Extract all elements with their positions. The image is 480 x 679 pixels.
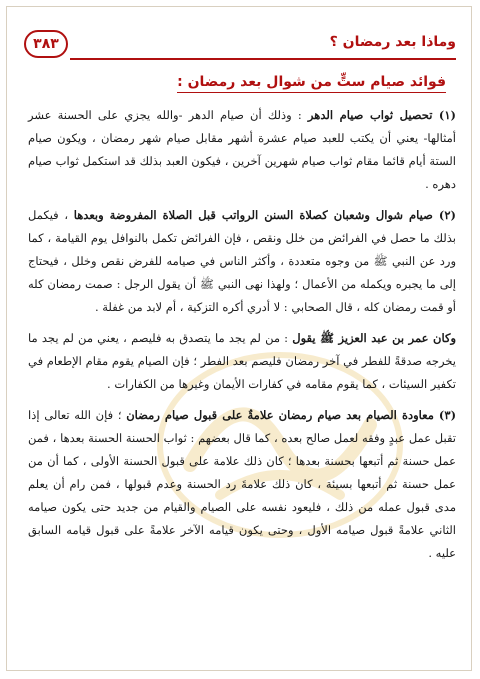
paragraph-2-lead: (٢) صيام شوال وشعبان كصلاة السنن الرواتب قبل الصلاة المفروضة وبعدها [73, 208, 456, 222]
paragraph-2 [28, 204, 456, 319]
paragraph-1 [28, 104, 456, 196]
paragraph-4 [28, 404, 456, 565]
page-header [24, 34, 456, 58]
paragraph-1-text: : وذلك أن صيام الدهر -والله يجزي على الحسنة عشر أمثالها- يعني أن يكتب للعبد صيام عشرة أشهر مقابل صيام شهر رمضان ، ويكون صيام الستة أيام قائما مقام ثواب صيام شهرين آخرين ، فيكون العبد بذلك قد استكمل ثواب صيام دهره . [28, 108, 456, 191]
page-number-badge: ٣٨٣ [24, 30, 68, 58]
section-heading: فوائد صيام ستٍّ من شوال بعد رمضان : [177, 74, 446, 93]
paragraph-1-lead: (١) تحصيل ثواب صيام الدهر [307, 108, 456, 122]
paragraph-3-lead: وكان عمر بن عبد العزيز ﷺ يقول [292, 331, 456, 345]
header-rule [70, 58, 456, 60]
paragraph-2-text: ، فيكمل بذلك ما حصل في الفرائض من خلل ونقص ، فإن الفرائض تكمل بالنوافل يوم القيامة ، كما ورد عن النبي ﷺ من وجوه متعددة ، وأكثر الناس في صيامه للفرض نقص وخلل ، فيحتاج إلى ما يجبره ويكمله من الأعمال ؛ ولهذا نهى النبي ﷺ أن يقول الرجل : صمت رمضان كله أو قمت رمضان كله ، قال الصحابي : لا أدري أكره التزكية ، أم لابد من غفلة . [28, 208, 456, 314]
paragraph-4-lead: (٣) معاودة الصيام بعد صيام رمضان علامةٌ على قبول صيام رمضان [126, 408, 457, 422]
running-title: وماذا بعد رمضان ؟ [329, 34, 456, 50]
paragraph-3 [28, 327, 456, 396]
paragraph-3-text: : من لم يجد ما يتصدق به فليصم ، يعني من لم يجد ما يخرجه صدقةً للفطر في آخر رمضان فليصم بعد الفطر ؛ فإن الصيام يقوم مقام الإطعام في تكفير السيئات ، كما يقوم مقامه في كفارات الأيمان وغيرها من الكفارات . [28, 331, 456, 391]
paragraph-4-text: ؛ فإن الله تعالى إذا تقبل عمل عبدٍ وفقه لعمل صالح بعده ، كما قال بعضهم : ثواب الحسنة الحسنة بعدها ، فمن عمل حسنة ثم أتبعها بحسنة بعدها ؛ كان ذلك علامة على قبول الحسنة الأولى ، كما أن من عمل حسنة ثم أتبعها بسيئة ، كان ذلك علامةَ رد الحسنة وعدم قبولها ، فمن رام أن يعلم مدى قبول عمله من ذلك ، فليعود نفسه على الصيام والقيام من جديد حتى يكون صيامه الثاني علامةً قبول صيامه الأول ، وحتى يكون قيامه الآخر علامةً على قبول قيامه السابق عليه . [28, 408, 456, 560]
